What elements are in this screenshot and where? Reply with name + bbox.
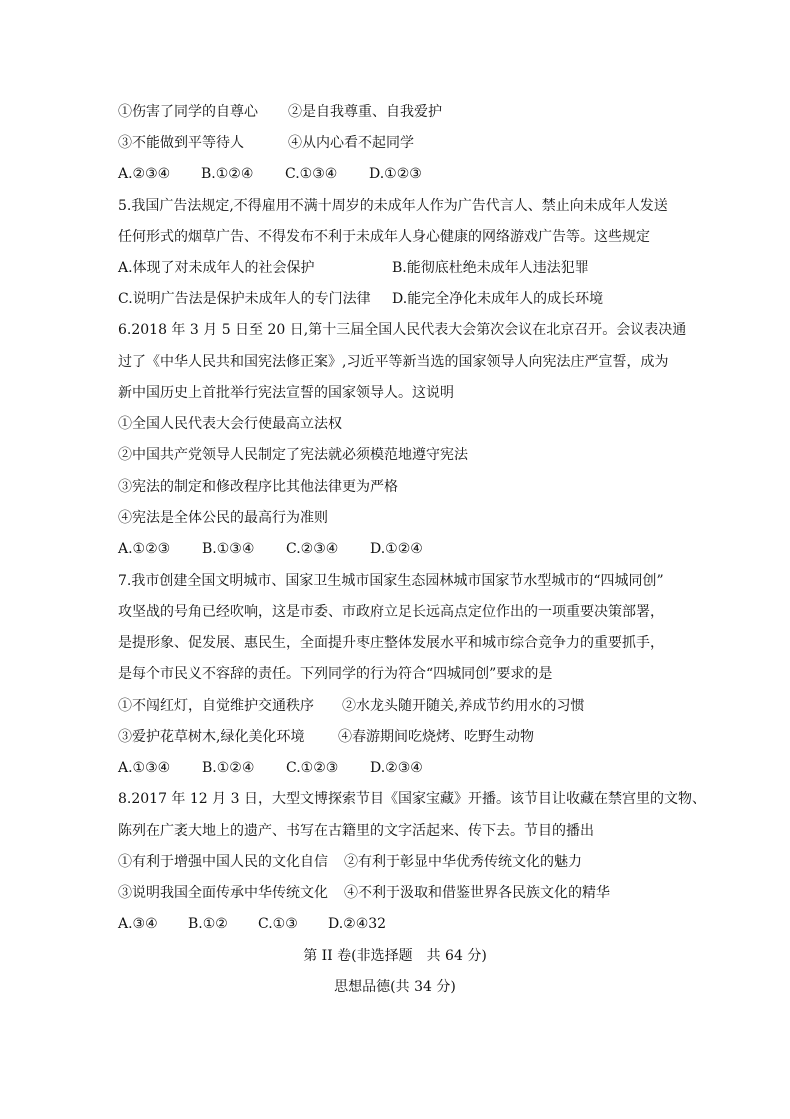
q7-choice-d: D.②③④ [370,760,423,776]
q6-choice-d: D.①②④ [370,541,423,557]
q7-stem-3: 是提形象、促发展、惠民生，全面提升枣庄整体发展水平和城市综合竞争力的重要抓手， [118,635,664,651]
q7-option-4: ④春游期间吃烧烤、吃野生动物 [338,729,534,745]
q6-option-4: ④宪法是全体公民的最高行为准则 [118,510,328,526]
subsection-heading: 思想品德(共 34 分) [334,979,456,995]
q8-choice-d: D.②④32 [328,916,387,932]
q4-options-row-2 [118,134,414,152]
q6-option-2: ②中国共产党领导人民制定了宪法就必须模范地遵守宪法 [118,447,468,463]
q7-choices [118,759,423,777]
q8-options-row-2 [118,884,610,902]
q4-choice-a: A.②③④ [118,166,171,182]
q7-option-1: ①不闯红灯，自觉维护交通秩序 [118,698,314,714]
q8-option-4: ④不利于汲取和借鉴世界各民族文化的精华 [344,885,610,901]
q6-option-3: ③宪法的制定和修改程序比其他法律更为严格 [118,479,398,495]
q5-choice-b: B.能彻底杜绝未成年人违法犯罪 [392,260,589,276]
q4-choice-d: D.①②③ [369,166,422,182]
q7-choice-b: B.①②④ [202,760,255,776]
q5-stem-2: 任何形式的烟草广告、不得发布不利于未成年人身心健康的网络游戏广告等。这些规定 [118,229,650,245]
q8-option-1: ①有利于增强中国人民的文化自信 [118,854,328,870]
q5-choice-c: C.说明广告法是保护未成年人的专门法律 [118,291,371,307]
q7-stem-1: 7.我市创建全国文明城市、国家卫生城市国家生态园林城市国家节水型城市的“四城同创” [118,573,664,589]
q4-option-3: ③不能做到平等待人 [118,135,244,151]
q7-choice-a: A.①③④ [118,760,171,776]
q7-option-2: ②水龙头随开随关,养成节约用水的习惯 [342,698,585,714]
q8-choices [118,915,386,933]
q4-option-4: ④从内心看不起同学 [288,135,414,151]
q8-choice-c: C.①③ [258,916,298,932]
q7-stem-2: 攻坚战的号角已经吹响，这是市委、市政府立足长远高点定位作出的一项重要决策部署， [118,604,664,620]
q5-stem-1: 5.我国广告法规定,不得雇用不满十周岁的未成年人作为广告代言人、禁止向未成年人发送 [118,198,668,214]
q8-stem-2: 陈列在广袤大地上的遗产、书写在古籍里的文字活起来、传下去。节目的播出 [118,823,594,839]
q8-choice-a: A.③④ [118,916,158,932]
q8-options-row-1 [118,853,582,871]
q4-options-row-1 [118,103,442,121]
q7-choice-c: C.①②③ [286,760,339,776]
q7-stem-4: 是每个市民义不容辞的责任。下列同学的行为符合“四城同创”要求的是 [118,666,553,682]
section-heading: 第 II 卷(非选择题 共 64 分) [303,948,487,964]
q6-option-1: ①全国人民代表大会行使最高立法权 [118,416,342,432]
q8-choice-b: B.①② [188,916,228,932]
q7-option-3: ③爱护花草树木,绿化美化环境 [118,729,305,745]
q7-options-row-2 [118,728,534,746]
q5-choice-d: D.能完全净化未成年人的成长环境 [392,291,604,307]
q6-choice-a: A.①②③ [118,541,171,557]
q8-stem-1: 8.2017 年 12 月 3 日，大型文博探索节目《国家宝藏》开播。该节目让收藏在禁宫里的文物、 [118,791,706,807]
q4-option-2: ②是自我尊重、自我爱护 [288,104,442,120]
q4-choice-c: C.①③④ [285,166,338,182]
q6-stem-2: 过了《中华人民共和国宪法修正案》,习近平等新当选的国家领导人向宪法庄严宣誓，成为 [118,354,669,370]
q5-choice-a: A.体现了对未成年人的社会保护 [118,260,315,276]
q6-choice-b: B.①③④ [202,541,255,557]
q6-choice-c: C.②③④ [286,541,339,557]
q4-choices [118,165,422,183]
q5-options-row-2 [118,290,603,308]
q8-option-2: ②有利于彰显中华优秀传统文化的魅力 [344,854,582,870]
q4-choice-b: B.①②④ [201,166,254,182]
q4-option-1: ①伤害了同学的自尊心 [118,104,258,120]
q6-choices [118,540,423,558]
q7-options-row-1 [118,697,584,715]
q5-options-row-1 [118,259,589,277]
q6-stem-3: 新中国历史上首批举行宪法宣誓的国家领导人。这说明 [118,385,454,401]
q8-option-3: ③说明我国全面传承中华传统文化 [118,885,328,901]
q6-stem-1: 6.2018 年 3 月 5 日至 20 日,第十三届全国人民代表大会第次会议在北京召开。会议表决通 [118,322,687,338]
